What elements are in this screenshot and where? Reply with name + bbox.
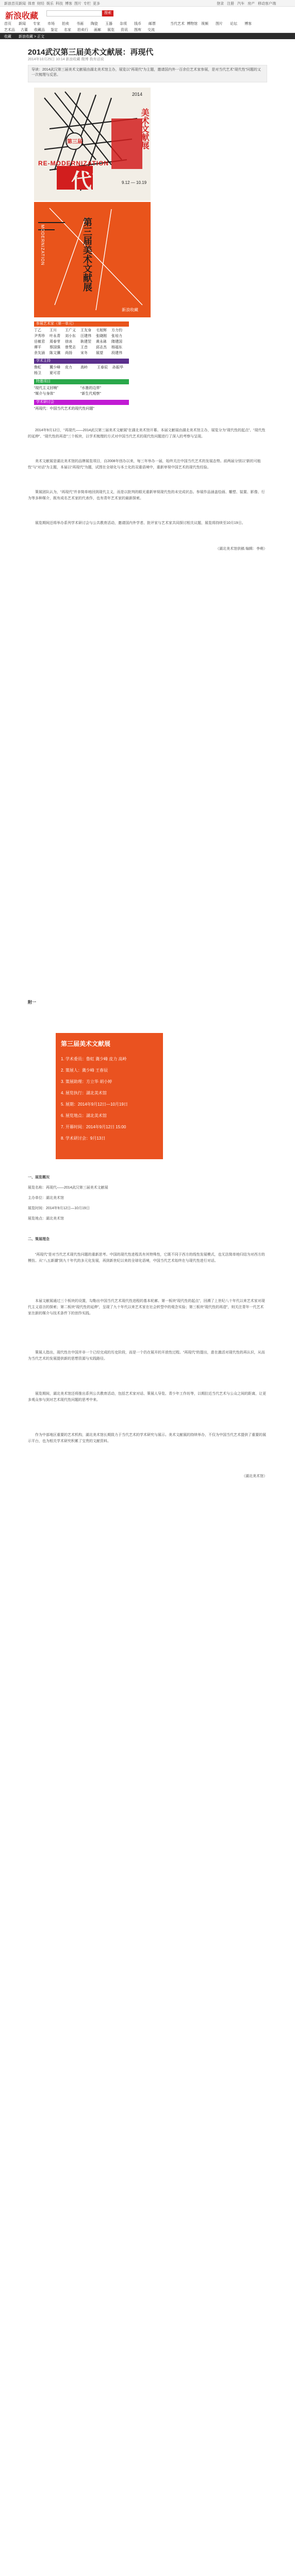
curator-name: 孙振华 — [112, 366, 123, 369]
curator-name: 王春辰 — [96, 366, 108, 369]
nav-item[interactable]: 钱币 — [134, 22, 141, 26]
site-header — [0, 7, 295, 21]
curator-name: 皮力 — [65, 366, 72, 369]
top-link-register[interactable]: 注册 — [227, 2, 234, 6]
top-link[interactable]: 博客 — [65, 2, 72, 6]
artist-name: 岳敏君 — [34, 340, 45, 344]
project-name: “水墨的边界” — [80, 386, 101, 390]
nav-item[interactable]: 博客 — [244, 22, 252, 26]
subnav-item[interactable]: 图库 — [134, 28, 141, 32]
nav-item[interactable]: 博物馆 — [187, 22, 198, 26]
artist-name: 丁乙 — [34, 329, 41, 332]
artist-name: 邱志杰 — [96, 346, 107, 349]
artist-name: 徐冰 — [65, 340, 72, 344]
artist-name: 陈文骥 — [50, 351, 60, 355]
article-title: 2014武汉第三届美术文献展：再现代 — [28, 48, 154, 57]
top-link[interactable]: 新闻 — [19, 2, 26, 6]
artist-name: 刘小东 — [65, 334, 76, 338]
poster-title: 第三届美术文献展 — [82, 217, 92, 292]
subnav-item[interactable]: 资讯 — [121, 28, 128, 32]
artist-name: 蔡国强 — [50, 346, 60, 349]
top-link-login[interactable]: 登录 — [217, 2, 224, 6]
poster-info-lines — [61, 1054, 159, 1144]
info-line: 二、策展理念 — [28, 1238, 50, 1241]
subnav-item[interactable]: 交流 — [148, 28, 155, 32]
poster-info-line: 2. 策展人：冀少峰 王春辰 — [61, 1068, 108, 1073]
top-link[interactable]: 更多 — [93, 2, 100, 6]
nav-item[interactable]: 杂项 — [120, 22, 127, 26]
symposium-name: “再现代：中国当代艺术的现代性问题” — [34, 407, 94, 411]
artist-name: 张培力 — [111, 334, 122, 338]
artist-name: 张晓刚 — [96, 334, 107, 338]
nav-item[interactable]: 新闻 — [19, 22, 26, 26]
symposium-list — [34, 406, 129, 412]
nav-item[interactable]: 陶瓷 — [91, 22, 98, 26]
subnav-item[interactable]: 收藏品 — [34, 28, 45, 32]
breadcrumb-item[interactable]: 新浪收藏 > 正文 — [19, 35, 44, 39]
top-link[interactable]: 体育 — [28, 2, 35, 6]
poster-dates: 9.12 — 10.19 — [122, 180, 147, 185]
top-utility-bar — [0, 0, 295, 7]
essay-signature: （湖北美术馆） — [242, 1475, 267, 1478]
poster-title: 美术文献展 — [140, 108, 149, 149]
curator-name: 高岭 — [80, 366, 88, 369]
artist-name: 尚扬 — [65, 351, 72, 355]
section-header: 学术主持 — [34, 359, 129, 364]
essay-paragraph: 本届文献展通过三个板块的设置，勾勒出中国当代艺术现代性进程的基本轮廓。第一板块“现代性的起点”，回溯了上世纪八十年代以来艺术家对现代主义语言的探索；第二板块“现代性的延伸”，呈现了九十年代以来艺术家在社会转型中的观念实验；第三板块“现代性的再造”，则关注青年一代艺术家在新的媒介与技术条件下的创作实践。 — [28, 1299, 265, 1315]
artist-name: 隋建国 — [111, 340, 122, 344]
top-link[interactable]: 移动客户端 — [258, 2, 276, 6]
primary-nav — [0, 21, 295, 27]
nav-item[interactable]: 市场 — [47, 22, 55, 26]
project-name: “媒介与身体” — [34, 392, 55, 396]
artist-name: 尹秀珍 — [34, 334, 45, 338]
artist-name: 毛旭辉 — [96, 329, 107, 332]
curator-list — [34, 365, 129, 376]
poster-info-line: 5. 展期：2014年9月12日—10月19日 — [61, 1102, 128, 1107]
info-line: 主办单位：湖北美术馆 — [28, 1196, 64, 1200]
section-header: 参展艺术家（第一单元） — [34, 321, 129, 327]
top-link[interactable]: 汽车 — [237, 2, 244, 6]
subnav-item[interactable]: 展览 — [107, 28, 114, 32]
article-lead: 导读：2014武汉第三届美术文献展由湖北美术馆主办，展览以“再现代”为主题，邀请国内外一百余位艺术家参展，是对当代艺术“现代性”问题的又一次梳理与反思。 — [28, 65, 267, 82]
artist-name: 曾梵志 — [65, 346, 76, 349]
nav-item[interactable]: 视频 — [201, 22, 208, 26]
subnav-item[interactable]: 拍卖行 — [77, 28, 88, 32]
article-paragraph: 展览期间还将举办系列学术研讨会与公共教育活动，邀请国内外学者、批评家与艺术家共同探讨相关议题，展览将持续至10月19日。 — [35, 521, 245, 525]
exhibition-poster-1 — [34, 88, 151, 201]
artist-list — [34, 328, 129, 356]
nav-item[interactable]: 论坛 — [230, 22, 237, 26]
poster-watermark: 新浪收藏 — [122, 308, 138, 312]
poster-info-line: 1. 学术委员：鲁虹 冀少峰 皮力 高岭 — [61, 1057, 127, 1061]
curator-name: 杨卫 — [34, 371, 41, 375]
project-list — [34, 385, 129, 397]
search-button[interactable]: 搜索 — [102, 10, 113, 16]
top-link[interactable]: 财经 — [37, 2, 44, 6]
poster-latin-letters: RE-MODERNIZATION — [38, 160, 109, 167]
section-header: 学术研讨会 — [34, 400, 129, 405]
article-paragraph: 策展团队认为，“再现代”并非简单地回到现代主义，而是以批判的眼光重新审视现代性的未完成状态。参展作品涵盖绘画、雕塑、装置、影像、行为等多种媒介，既有成名艺术家的代表作，也有青年艺术家的最新探索。 — [28, 490, 265, 500]
nav-item[interactable]: 拍卖 — [62, 22, 69, 26]
nav-item[interactable]: 专家 — [33, 22, 40, 26]
essay-paragraph: “再现代”是对当代艺术现代性问题的重新思考。中国的现代性进程具有其特殊性，它既不同于西方的线性发展模式，也无法简单地归结为对西方的模仿。从“八五新潮”到九十年代的多元化发展，再到新世纪以来的全球化语境，中国当代艺术始终在与现代性进行对话。 — [28, 1253, 265, 1263]
search-input[interactable] — [46, 10, 102, 16]
nav-item[interactable]: 玉器 — [105, 22, 112, 26]
poster-ordinal: 第三届 — [67, 139, 83, 145]
poster-info-line: 4. 展览执行：湖北美术馆 — [61, 1091, 107, 1095]
artist-name: 方力钧 — [111, 329, 122, 332]
breadcrumb — [0, 33, 295, 39]
article-paragraph: 2014年9月12日，“再现代——2014武汉第三届美术文献展”在湖北美术馆开幕。本届文献展由湖北美术馆主办，展览分为“现代性的起点”、“现代性的延伸”、“现代性的再造”三个板块，以学术梳理的方式对中国当代艺术的现代性问题进行了深入的考察与呈现。 — [28, 429, 266, 438]
top-link[interactable]: 图片 — [74, 2, 81, 6]
artist-name: 黄永砯 — [96, 340, 107, 344]
info-line: 展览地点：湖北美术馆 — [28, 1217, 64, 1221]
project-name: “新生代观察” — [80, 392, 101, 396]
poster-title: 第三届美术文献展 — [61, 1040, 111, 1047]
breadcrumb-item[interactable]: 收藏 — [4, 35, 11, 39]
poster-info-line: 7. 开幕时间：2014年9月12日 15:00 — [61, 1125, 126, 1129]
poster-year: 2014 — [132, 92, 143, 97]
nav-item[interactable]: 图片 — [216, 22, 223, 26]
exhibition-poster-2 — [34, 202, 151, 317]
artist-name: 谭平 — [34, 346, 41, 349]
top-link[interactable]: 娱乐 — [46, 2, 54, 6]
artist-name: 展望 — [96, 351, 103, 355]
nav-item[interactable]: 邮票 — [149, 22, 156, 26]
artist-name: 周春芽 — [50, 340, 60, 344]
artist-name: 宋冬 — [80, 351, 88, 355]
sub-heading: 附一 — [28, 1000, 36, 1005]
artist-name: 段建伟 — [111, 351, 122, 355]
poster-info-line: 8. 学术研讨会：9月13日 — [61, 1136, 106, 1141]
article-signature: （湖北美术馆供稿 编辑：李萌） — [216, 547, 267, 551]
info-line: 一、展览概况 — [28, 1176, 50, 1179]
subnav-item[interactable]: 古董 — [21, 28, 28, 32]
artist-name: 王友身 — [80, 329, 91, 332]
curator-name: 冀少峰 — [50, 366, 60, 369]
subnav-item[interactable]: 鉴定 — [51, 28, 58, 32]
poster-latin-letters: MODERNIZATION — [40, 225, 45, 266]
nav-item[interactable]: 书画 — [76, 22, 84, 26]
nav-item[interactable]: 首页 — [4, 22, 11, 26]
artist-name: 耿建翌 — [80, 340, 91, 344]
project-name: “现代主义回响” — [34, 386, 58, 390]
article-meta: 2014年10月25日 10:14 新浪收藏 微博 我有话说 — [28, 58, 104, 61]
section-header: 特邀项目 — [34, 379, 129, 384]
artist-name: 杨福东 — [111, 346, 122, 349]
top-link[interactable]: 专栏 — [84, 2, 91, 6]
site-logo[interactable]: 新浪收藏 — [5, 12, 39, 21]
artist-name: 王音 — [80, 346, 88, 349]
top-link[interactable]: 新浪首页 — [4, 2, 19, 6]
top-link[interactable]: 科技 — [56, 2, 63, 6]
essay-paragraph: 作为中部地区重要的艺术机构，湖北美术馆长期致力于当代艺术的学术研究与展示。美术文献展的持续举办，不仅为中国当代艺术提供了重要的展示平台，也为相关学术研究积累了宝贵的文献资料。 — [28, 1433, 266, 1443]
poster-info-line: 6. 展览地点：湖北美术馆 — [61, 1113, 107, 1118]
exhibition-info-poster — [56, 1033, 163, 1159]
essay-paragraph: 展览期间，湖北美术馆还将推出系列公共教育活动，包括艺术家对话、策展人导览、青少年工作坊等，以期拉近当代艺术与公众之间的距离，让更多观众参与到对艺术现代性问题的思考中来。 — [28, 1392, 266, 1402]
subnav-item[interactable]: 画廊 — [94, 28, 101, 32]
artist-name: 王广义 — [65, 329, 76, 332]
artist-name: 王川 — [50, 329, 57, 332]
curator-name: 夏可君 — [50, 371, 60, 375]
info-line: 展览名称：再现代——2014武汉第三届美术文献展 — [28, 1186, 108, 1190]
nav-item[interactable]: 当代艺术 — [170, 22, 185, 26]
artist-name: 汪建伟 — [80, 334, 91, 338]
top-link[interactable]: 房产 — [248, 2, 255, 6]
info-line: 展览时间：2014年9月12日—10月19日 — [28, 1207, 90, 1210]
subnav-item[interactable]: 艺术品 — [4, 28, 15, 32]
essay-paragraph: 策展人指出，现代性在中国并非一个已经完成的历史阶段，而是一个仍在展开的开放性过程。“再现代”的提出，意在激活对现代性的再认识，从而为当代艺术的发展提供新的思想资源与实践路径。 — [28, 1351, 265, 1361]
artist-name: 叶永青 — [50, 334, 60, 338]
curator-name: 鲁虹 — [34, 366, 41, 369]
poster-big-glyph: 代献 — [71, 170, 112, 193]
poster-info-line: 3. 策展助理：方立华 胡小婷 — [61, 1079, 112, 1084]
article-paragraph: 美术文献展是湖北美术馆的品牌展览项目，自2008年创办以来，每三年举办一届，始终关注中国当代艺术的发展态势。前两届分别以“新的可能性”与“对话”为主题，本届以“再现代”为题，试图在全球化与本土化的双重语境中，重新审视中国艺术的现代性经验。 — [28, 460, 261, 469]
secondary-nav — [0, 27, 295, 33]
subnav-item[interactable]: 名家 — [64, 28, 71, 32]
artist-name: 余友涵 — [34, 351, 45, 355]
